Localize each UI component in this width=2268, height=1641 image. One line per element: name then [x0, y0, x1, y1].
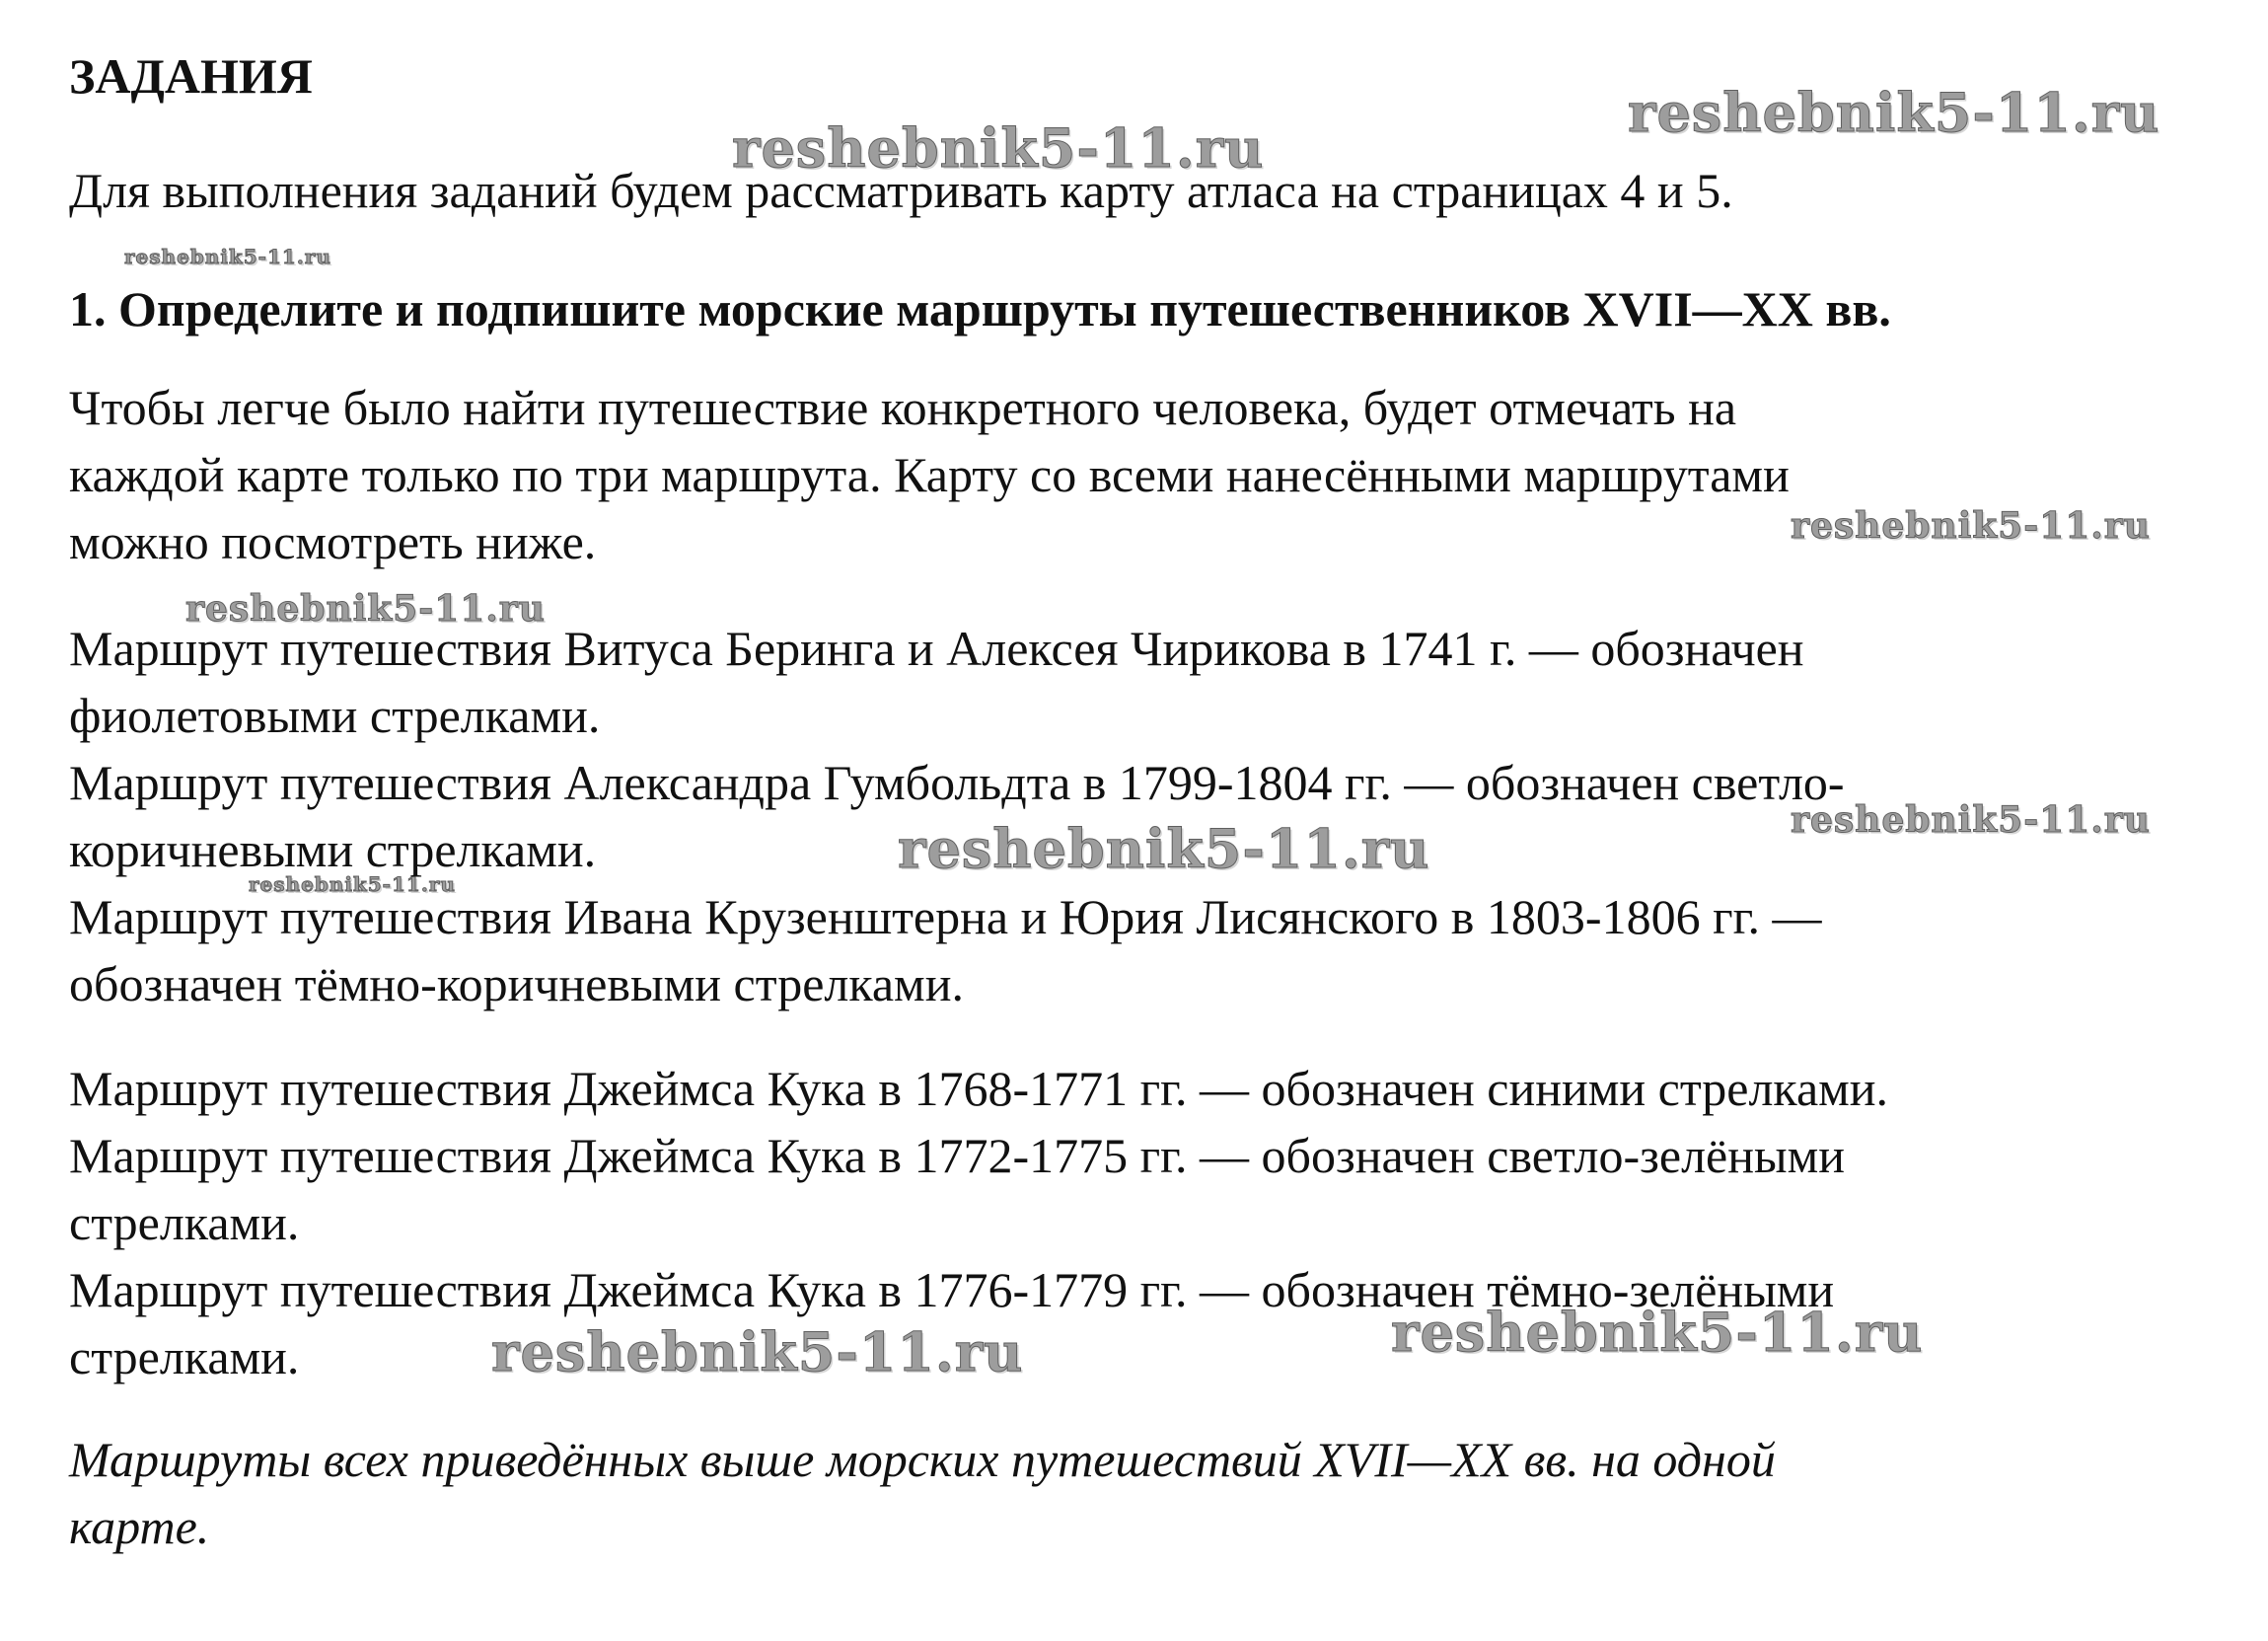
route-line: коричневыми стрелками. [69, 822, 597, 877]
note-line: каждой карте только по три маршрута. Карту со всеми нанесёнными маршрутами [69, 447, 1790, 502]
note-line: Чтобы легче было найти путешествие конкретного человека, будет отмечать на [69, 380, 1737, 435]
route-line: Маршрут путешествия Александра Гумбольдта в 1799-1804 гг. — обозначен светло- [69, 755, 1845, 810]
watermark: reshebnik5-11.ru [491, 1320, 1024, 1383]
route-line: обозначен тёмно-коричневыми стрелками. [69, 956, 964, 1011]
route-line: Маршрут путешествия Джеймса Кука в 1776-1779 гг. — обозначен тёмно-зелёными [69, 1262, 1835, 1317]
route-line: стрелками. [69, 1195, 300, 1250]
map-caption-line: карте. [69, 1499, 210, 1554]
watermark: reshebnik5-11.ru [185, 588, 546, 630]
note-line: можно посмотреть ниже. [69, 514, 597, 569]
route-line: Маршрут путешествия Джеймса Кука в 1772-1775 гг. — обозначен светло-зелёными [69, 1128, 1845, 1183]
route-line: стрелками. [69, 1329, 300, 1384]
watermark: reshebnik5-11.ru [249, 872, 456, 896]
map-caption-line: Маршруты всех приведённых выше морских путешествий XVII—XX вв. на одной [69, 1432, 1776, 1487]
intro-text: Для выполнения заданий будем рассматривать карту атласа на страницах 4 и 5. [69, 163, 1733, 218]
watermark: reshebnik5-11.ru [732, 116, 1265, 180]
watermark: reshebnik5-11.ru [124, 245, 331, 268]
task-1-title: 1. Определите и подпишите морские маршруты путешественников XVII—XX вв. [69, 281, 1891, 336]
page-heading: ЗАДАНИЯ [69, 48, 313, 104]
watermark: reshebnik5-11.ru [1791, 505, 2151, 547]
route-line: Маршрут путешествия Ивана Крузенштерна и Юрия Лисянского в 1803-1806 гг. — [69, 889, 1822, 944]
route-line: Маршрут путешествия Джеймса Кука в 1768-1771 гг. — обозначен синими стрелками. [69, 1061, 1889, 1116]
watermark: reshebnik5-11.ru [1628, 81, 2160, 144]
watermark: reshebnik5-11.ru [1791, 799, 2151, 841]
watermark: reshebnik5-11.ru [898, 817, 1430, 880]
route-line: Маршрут путешествия Витуса Беринга и Алексея Чирикова в 1741 г. — обозначен [69, 621, 1804, 676]
watermark: reshebnik5-11.ru [1391, 1301, 1924, 1364]
route-line: фиолетовыми стрелками. [69, 688, 601, 743]
